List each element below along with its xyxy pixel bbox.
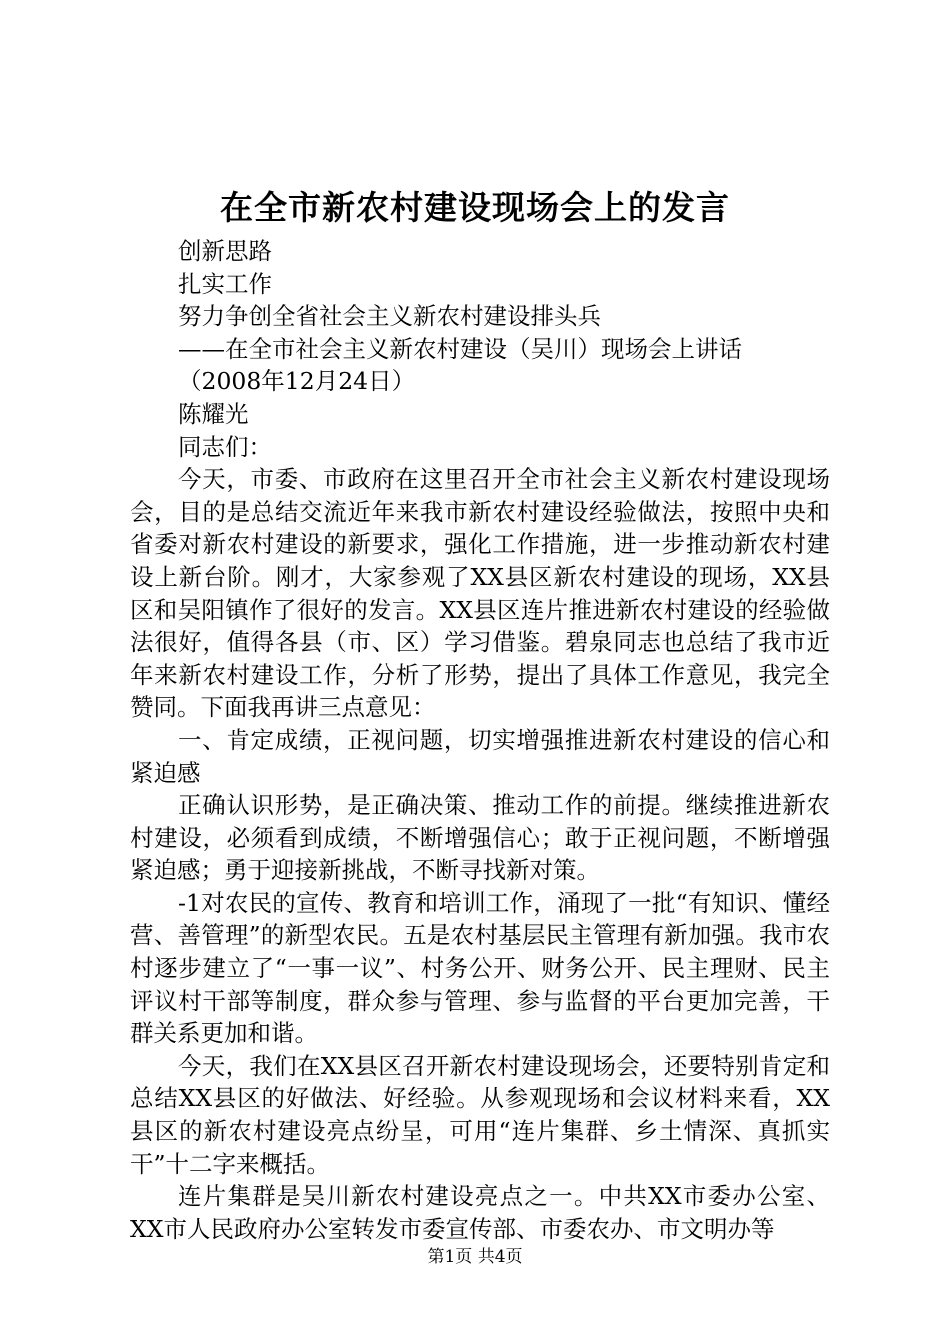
header-line-1: 创新思路	[178, 237, 272, 265]
paragraph-5: 连片集群是吴川新农村建设亮点之一。中共XX市委办公室、XX市人民政府办公室转发市委宣传部、市委农办、市文明办等	[130, 1182, 830, 1243]
paragraph-4: 今天，我们在XX县区召开新农村建设现场会，还要特别肯定和总结XX县区的好做法、好经验。从参观现场和会议材料来看，XX县区的新农村建设亮点纷呈，可用“连片集群、乡土情深、真抓实干”十二字来概括。	[130, 1051, 830, 1178]
paragraph-1: 今天，市委、市政府在这里召开全市社会主义新农村建设现场会，目的是总结交流近年来我市新农村建设经验做法，按照中央和省委对新农村建设的新要求，强化工作措施，进一步推动新农村建设上新台阶。刚才，大家参观了XX县区新农村建设的现场，XX县区和吴阳镇作了很好的发言。XX县区连片推进新农村建设的经验做法很好，值得各县（市、区）学习借鉴。碧泉同志也总结了我市近年来新农村建设工作，分析了形势，提出了具体工作意见，我完全赞同。下面我再讲三点意见：	[130, 465, 830, 722]
document-title: 在全市新农村建设现场会上的发言	[220, 188, 730, 227]
header-line-2: 扎实工作	[178, 269, 272, 298]
document-body	[130, 235, 830, 1245]
date-line: （2008年12月24日）	[178, 367, 416, 396]
header-line-3: 努力争创全省社会主义新农村建设排头兵	[178, 302, 601, 331]
paragraph-3: -1对农民的宣传、教育和培训工作，涌现了一批“有知识、懂经营、善管理”的新型农民。五是农村基层民主管理有新加强。我市农村逐步建立了“一事一议”、村务公开、财务公开、民主理财、民主评议村干部等制度，群众参与管理、参与监督的平台更加完善，干群关系更加和谐。	[130, 888, 830, 1048]
paragraph-2: 正确认识形势，是正确决策、推动工作的前提。继续推进新农村建设，必须看到成绩，不断增强信心；敢于正视问题，不断增强紧迫感；勇于迎接新挑战，不断寻找新对策。	[130, 791, 830, 885]
author-name: 陈耀光	[178, 399, 249, 428]
salutation: 同志们：	[178, 432, 272, 461]
subtitle-line: ——在全市社会主义新农村建设（吴川）现场会上讲话	[178, 334, 742, 363]
page-number-footer: 第1页 共4页	[427, 1247, 523, 1267]
section-heading-1: 一、肯定成绩，正视问题，切实增强推进新农村建设的信心和紧迫感	[130, 725, 830, 787]
